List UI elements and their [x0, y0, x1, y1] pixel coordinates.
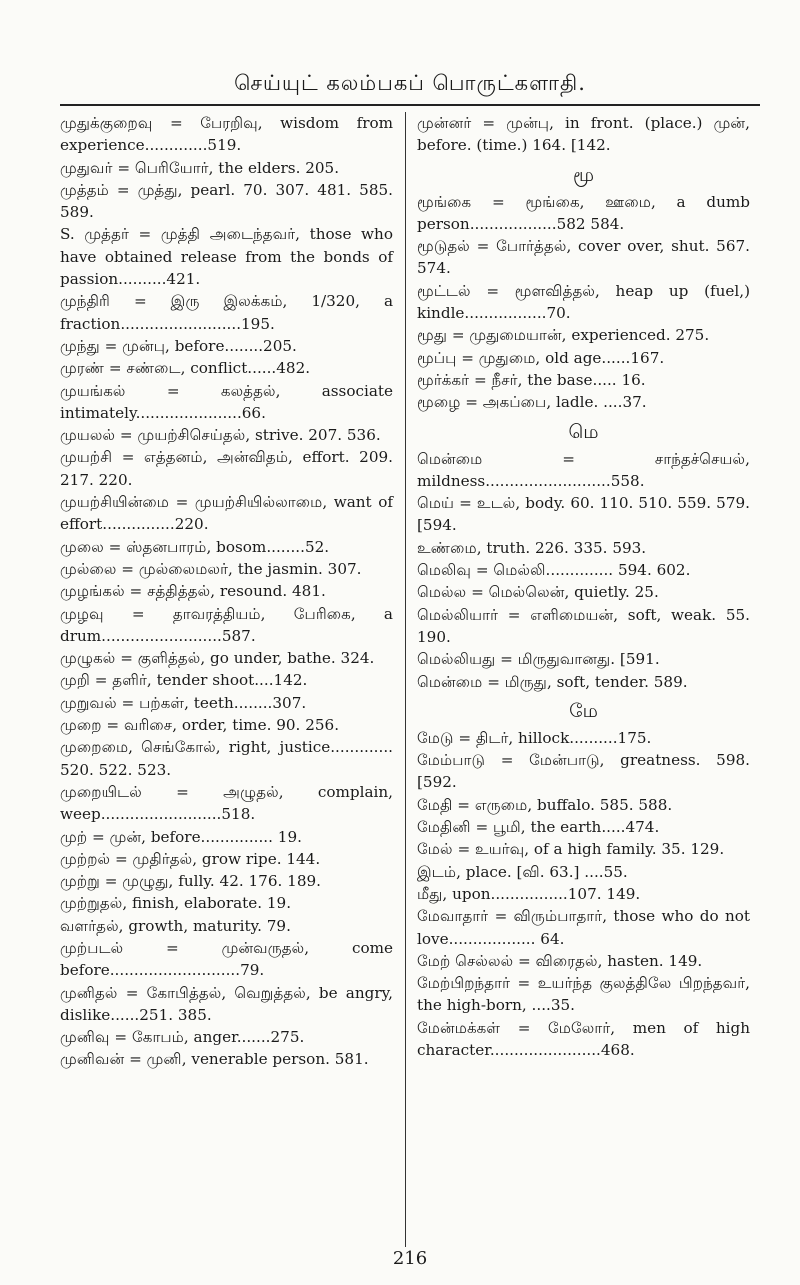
- dictionary-page: [60, 0, 760, 1285]
- dictionary-entry: மேதி = எருமை, buffalo. 585. 588.: [417, 795, 673, 814]
- dictionary-entry: மூப்பு = முதுமை, old age......167.: [417, 348, 665, 367]
- dictionary-entry: முழவு = தாவரத்தியம், பேரிகை, a drum.........................587.: [60, 604, 393, 645]
- dictionary-entry: மேற்பிறந்தார் = உயர்ந்த குலத்திலே பிறந்தவர், the high-born, ....35.: [417, 974, 750, 1015]
- dictionary-entry: முற்றுதல், finish, elaborate. 19.: [60, 894, 292, 913]
- dictionary-entry: முரண் = சண்டை, conflict......482.: [60, 359, 311, 378]
- dictionary-entry: முந்திரி = இரு இலக்கம், 1/320, a fraction.........................195.: [60, 292, 393, 333]
- dictionary-entry: மேம்பாடு = மேன்பாடு, greatness. 598. [592.: [417, 751, 750, 792]
- dictionary-entry: மென்மை = சாந்தச்செயல், mildness..........................558.: [417, 449, 750, 490]
- section-letter-heading: மெ: [568, 420, 599, 443]
- dictionary-entry: மூட்டல் = மூளவித்தல், heap up (fuel,) kindle.................70.: [417, 281, 750, 323]
- dictionary-entry: மேடு = திடர், hillock..........175.: [417, 728, 652, 747]
- dictionary-entry: முற்றல் = முதிர்தல், grow ripe. 144.: [60, 849, 321, 868]
- dictionary-entry: மேவாதார் = விரும்பாதார், those who do not love.................. 64.: [417, 907, 750, 948]
- right-column: [417, 112, 750, 1242]
- dictionary-entry: முதுக்குறைவு = பேரறிவு, wisdom from experience.............519.: [60, 114, 393, 155]
- dictionary-entry: முந்து = முன்பு, before........205.: [60, 336, 297, 355]
- dictionary-entry: மெலிவு = மெல்லி.............. 594. 602.: [417, 561, 691, 580]
- dictionary-entry: மெல்ல = மெல்லென், quietly. 25.: [417, 583, 659, 602]
- dictionary-entry: முல்லை = முல்லைமலர், the jasmin. 307.: [60, 559, 362, 578]
- dictionary-entry: முயலல் = முயற்சிசெய்தல், strive. 207. 536.: [60, 426, 381, 445]
- dictionary-entry: மேல் = உயர்வு, of a high family. 35. 129.: [417, 840, 725, 859]
- dictionary-entry: மூடுதல் = போர்த்தல், cover over, shut. 567. 574.: [417, 237, 750, 278]
- dictionary-entry: முனிவு = கோபம், anger.......275.: [60, 1028, 305, 1047]
- dictionary-entry: மெல்லியது = மிருதுவானது. [591.: [417, 650, 660, 669]
- dictionary-entry: வளர்தல், growth, maturity. 79.: [60, 916, 291, 935]
- dictionary-entry: முறையிடல் = அழுதல், complain, weep.........................518.: [60, 782, 393, 824]
- running-header: [60, 64, 760, 106]
- column-divider: [405, 112, 406, 1247]
- dictionary-entry: S. முத்தர் = முத்தி அடைந்தவர், those who have obtained release from the bonds of passion..........421.: [60, 225, 393, 289]
- dictionary-entry: முழங்கல் = சத்தித்தல், resound. 481.: [60, 582, 326, 601]
- dictionary-entry: முற்படல் = முன்வருதல், come before...........................79.: [60, 938, 393, 980]
- dictionary-entry: முற் = முன், before............... 19.: [60, 827, 302, 846]
- dictionary-entry: மீது, upon................107. 149.: [417, 884, 641, 903]
- dictionary-entry: முறி = தளிர், tender shoot....142.: [60, 671, 308, 690]
- section-letter-heading: மூ: [572, 163, 595, 186]
- header-title: செய்யுட் கலம்பகப் பொருட்களாதி.: [234, 71, 586, 95]
- dictionary-entry: முனிவன் = முனி, venerable person. 581.: [60, 1050, 369, 1069]
- dictionary-entry: முலை = ஸ்தனபாரம், bosom........52.: [60, 537, 330, 556]
- left-column: [60, 112, 393, 1242]
- dictionary-entry: முயற்சி = எத்தனம், அன்விதம், effort. 209. 217. 220.: [60, 448, 393, 489]
- dictionary-entry: மேதினி = பூமி, the earth.....474.: [417, 818, 660, 837]
- page-number: 216: [392, 1248, 428, 1269]
- dictionary-entry: முயங்கல் = கலத்தல், associate intimately......................66.: [60, 381, 393, 422]
- dictionary-entry: மூது = முதுமையான், experienced. 275.: [417, 326, 710, 345]
- dictionary-entry: இடம், place. [வி. 63.] ....55.: [417, 862, 628, 881]
- dictionary-entry: முறைமை, செங்கோல், right, justice............. 520. 522. 523.: [60, 738, 393, 779]
- dictionary-entry: முதுவர் = பெரியோர், the elders. 205.: [60, 158, 340, 177]
- dictionary-entry: மூழை = அகப்பை, ladle. ....37.: [417, 393, 647, 412]
- dictionary-entry: முத்தம் = முத்து, pearl. 70. 307. 481. 585. 589.: [60, 180, 393, 222]
- dictionary-entry: மென்மை = மிருது, soft, tender. 589.: [417, 672, 688, 691]
- dictionary-entry: முறுவல் = பற்கள், teeth........307.: [60, 693, 307, 712]
- dictionary-entry: முழுகல் = குளித்தல், go under, bathe. 324.: [60, 649, 375, 668]
- section-letter-heading: மே: [569, 699, 598, 722]
- dictionary-entry: மேன்மக்கள் = மேலோர், men of high character.......................468.: [417, 1018, 750, 1059]
- dictionary-entry: முன்னர் = முன்பு, in front. (place.) முன், before. (time.) 164. [142.: [417, 114, 750, 155]
- dictionary-entry: மூங்கை = மூங்கை, ஊமை, a dumb person..................582 584.: [417, 192, 750, 233]
- dictionary-entry: மெல்லியார் = எளிமையன், soft, weak. 55. 190.: [417, 605, 750, 646]
- dictionary-entry: முயற்சியின்மை = முயற்சியில்லாமை, want of effort...............220.: [60, 493, 393, 534]
- dictionary-entry: முனிதல் = கோபித்தல், வெறுத்தல், be angry, dislike......251. 385.: [60, 983, 393, 1024]
- dictionary-entry: முற்று = முழுது, fully. 42. 176. 189.: [60, 872, 321, 891]
- dictionary-entry: உண்மை, truth. 226. 335. 593.: [417, 538, 647, 557]
- dictionary-entry: மேற் செல்லல் = விரைதல், hasten. 149.: [417, 951, 703, 970]
- dictionary-entry: மெய் = உடல், body. 60. 110. 510. 559. 579. [594.: [417, 494, 750, 535]
- dictionary-entry: மூர்க்கர் = நீசர், the base..... 16.: [417, 370, 646, 389]
- dictionary-entry: முறை = வரிசை, order, time. 90. 256.: [60, 716, 340, 735]
